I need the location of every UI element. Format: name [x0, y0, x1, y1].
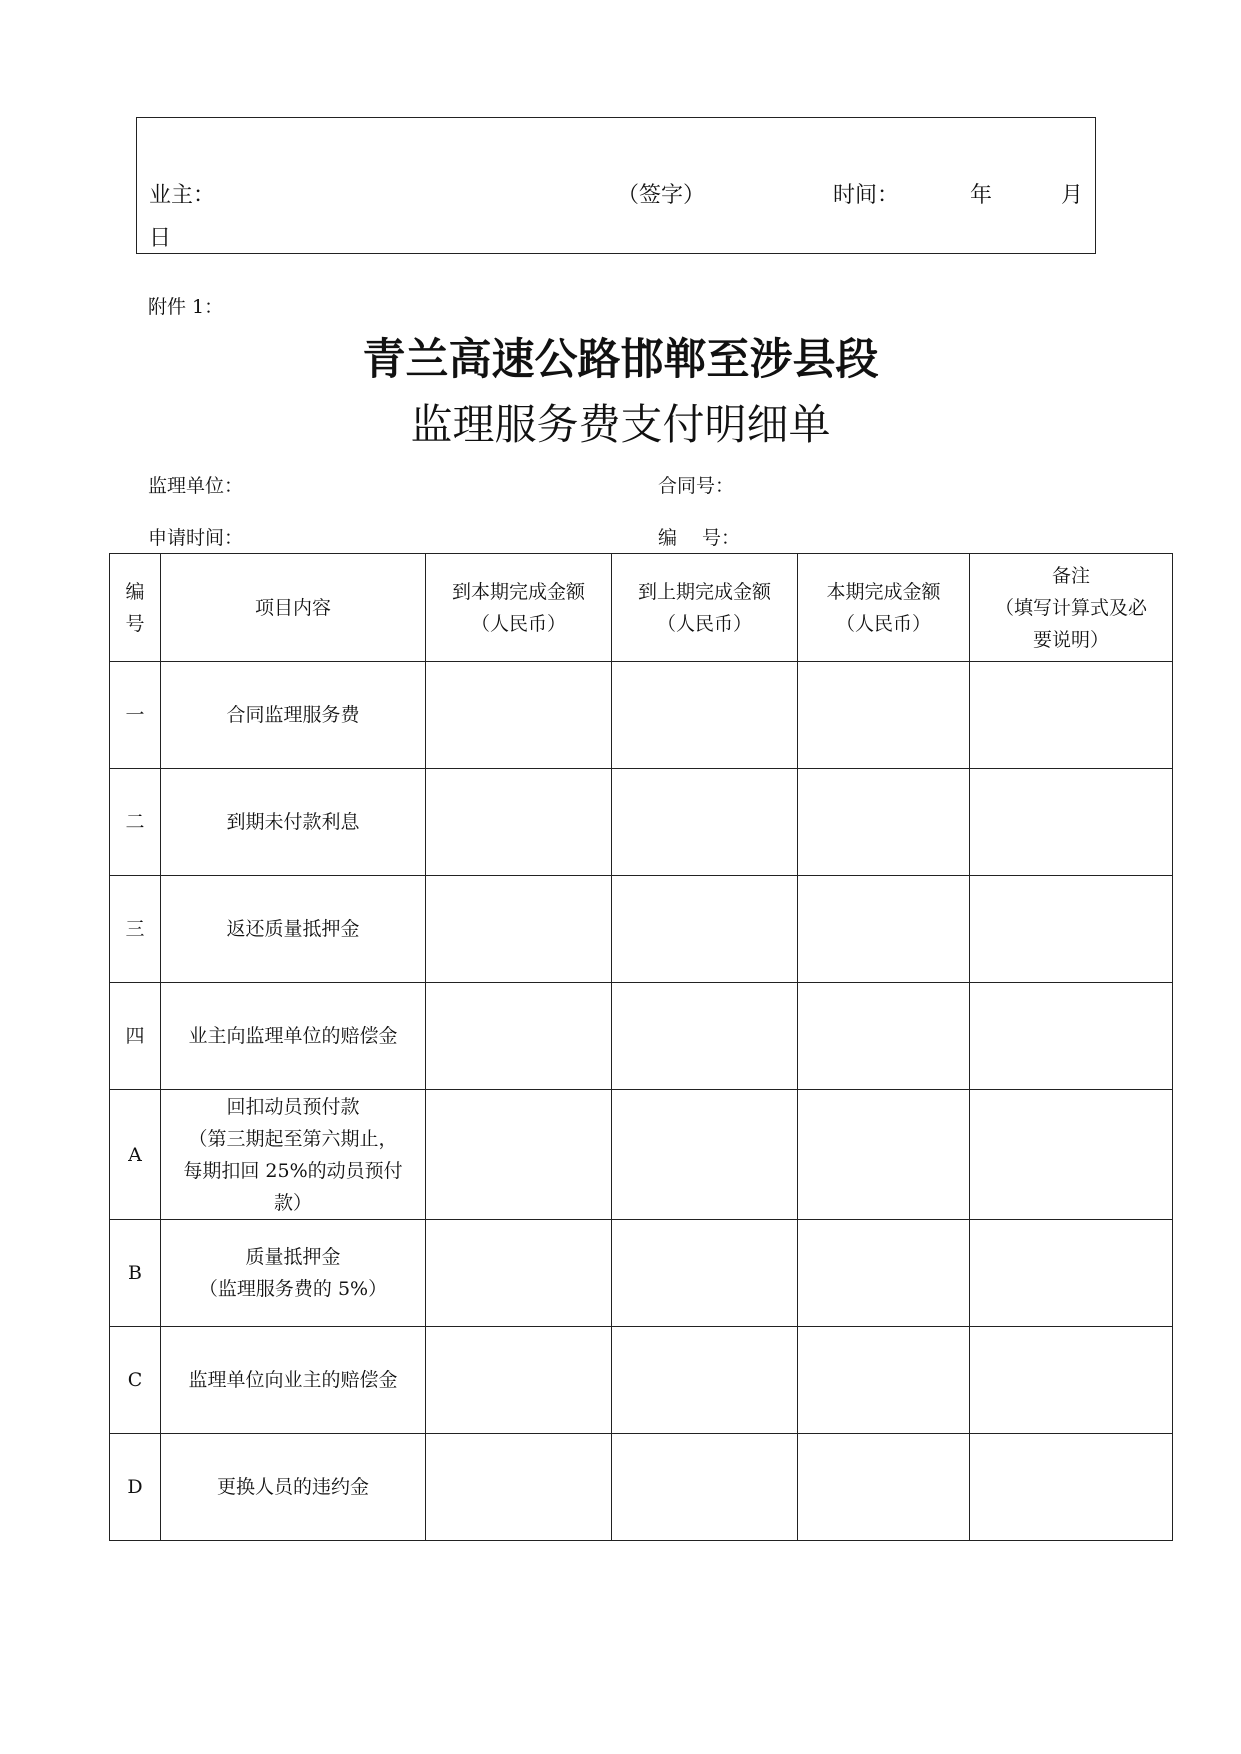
to-current-amount-cell[interactable] — [426, 876, 612, 983]
remarks-cell[interactable] — [970, 1090, 1173, 1220]
to-previous-amount-cell[interactable] — [612, 769, 798, 876]
row-content: 质量抵押金 （监理服务费的 5%） — [161, 1220, 426, 1327]
remarks-cell[interactable] — [970, 876, 1173, 983]
document-title: 青兰高速公路邯郸至涉县段 — [362, 335, 879, 385]
header-to-previous-amount: 到上期完成金额 （人民币） — [612, 554, 798, 662]
table-row — [110, 983, 1173, 1090]
remarks-cell[interactable] — [970, 1327, 1173, 1434]
row-content: 回扣动员预付款 （第三期起至第六期止， 每期扣回 25%的动员预付 款） — [161, 1090, 426, 1220]
month-label: 月 — [1061, 183, 1084, 208]
table-row — [110, 769, 1173, 876]
owner-label: 业主： — [149, 183, 216, 208]
row-no: B — [110, 1220, 161, 1327]
row-no: C — [110, 1327, 161, 1434]
to-previous-amount-cell[interactable] — [612, 662, 798, 769]
table-header-row — [110, 554, 1173, 662]
row-no: 二 — [110, 769, 161, 876]
to-current-amount-cell[interactable] — [426, 983, 612, 1090]
year-label: 年 — [970, 183, 993, 208]
contract-no-label: 合同号： — [658, 475, 735, 497]
payment-detail-table — [109, 553, 1173, 1541]
table-row — [110, 1090, 1173, 1220]
header-to-current-amount: 到本期完成金额 （人民币） — [426, 554, 612, 662]
to-current-amount-cell[interactable] — [426, 1327, 612, 1434]
table-row — [110, 1220, 1173, 1327]
header-remarks: 备注 （填写计算式及必 要说明） — [970, 554, 1173, 662]
to-current-amount-cell[interactable] — [426, 1220, 612, 1327]
header-no: 编 号 — [110, 554, 161, 662]
row-no: 三 — [110, 876, 161, 983]
serial-no-label: 编 号： — [658, 527, 741, 549]
row-content: 返还质量抵押金 — [161, 876, 426, 983]
this-period-amount-cell[interactable] — [798, 876, 970, 983]
row-no: 一 — [110, 662, 161, 769]
table-row — [110, 876, 1173, 983]
remarks-cell[interactable] — [970, 1220, 1173, 1327]
row-no: A — [110, 1090, 161, 1220]
to-previous-amount-cell[interactable] — [612, 983, 798, 1090]
header-content: 项目内容 — [161, 554, 426, 662]
row-content: 到期未付款利息 — [161, 769, 426, 876]
to-previous-amount-cell[interactable] — [612, 1090, 798, 1220]
remarks-cell[interactable] — [970, 662, 1173, 769]
row-content: 业主向监理单位的赔偿金 — [161, 983, 426, 1090]
apply-time-label: 申请时间： — [148, 527, 244, 549]
remarks-cell[interactable] — [970, 769, 1173, 876]
this-period-amount-cell[interactable] — [798, 1090, 970, 1220]
to-previous-amount-cell[interactable] — [612, 1220, 798, 1327]
attachment-label: 附件 1： — [148, 296, 224, 318]
owner-signature-box — [136, 117, 1096, 254]
header-this-period-amount: 本期完成金额 （人民币） — [798, 554, 970, 662]
to-previous-amount-cell[interactable] — [612, 876, 798, 983]
to-previous-amount-cell[interactable] — [612, 1327, 798, 1434]
this-period-amount-cell[interactable] — [798, 1434, 970, 1541]
table-row — [110, 662, 1173, 769]
row-content: 监理单位向业主的赔偿金 — [161, 1327, 426, 1434]
remarks-cell[interactable] — [970, 983, 1173, 1090]
to-current-amount-cell[interactable] — [426, 1434, 612, 1541]
to-previous-amount-cell[interactable] — [612, 1434, 798, 1541]
row-no: D — [110, 1434, 161, 1541]
this-period-amount-cell[interactable] — [798, 1220, 970, 1327]
table-row — [110, 1327, 1173, 1434]
day-label: 日 — [149, 226, 172, 251]
document-subtitle: 监理服务费支付明细单 — [410, 400, 831, 449]
to-current-amount-cell[interactable] — [426, 1090, 612, 1220]
to-current-amount-cell[interactable] — [426, 662, 612, 769]
this-period-amount-cell[interactable] — [798, 983, 970, 1090]
supervisor-unit-label: 监理单位： — [148, 475, 244, 497]
time-label: 时间： — [833, 183, 900, 208]
signature-label: （签字） — [617, 183, 706, 208]
this-period-amount-cell[interactable] — [798, 662, 970, 769]
row-content: 合同监理服务费 — [161, 662, 426, 769]
table-row — [110, 1434, 1173, 1541]
remarks-cell[interactable] — [970, 1434, 1173, 1541]
this-period-amount-cell[interactable] — [798, 1327, 970, 1434]
to-current-amount-cell[interactable] — [426, 769, 612, 876]
row-content: 更换人员的违约金 — [161, 1434, 426, 1541]
this-period-amount-cell[interactable] — [798, 769, 970, 876]
row-no: 四 — [110, 983, 161, 1090]
